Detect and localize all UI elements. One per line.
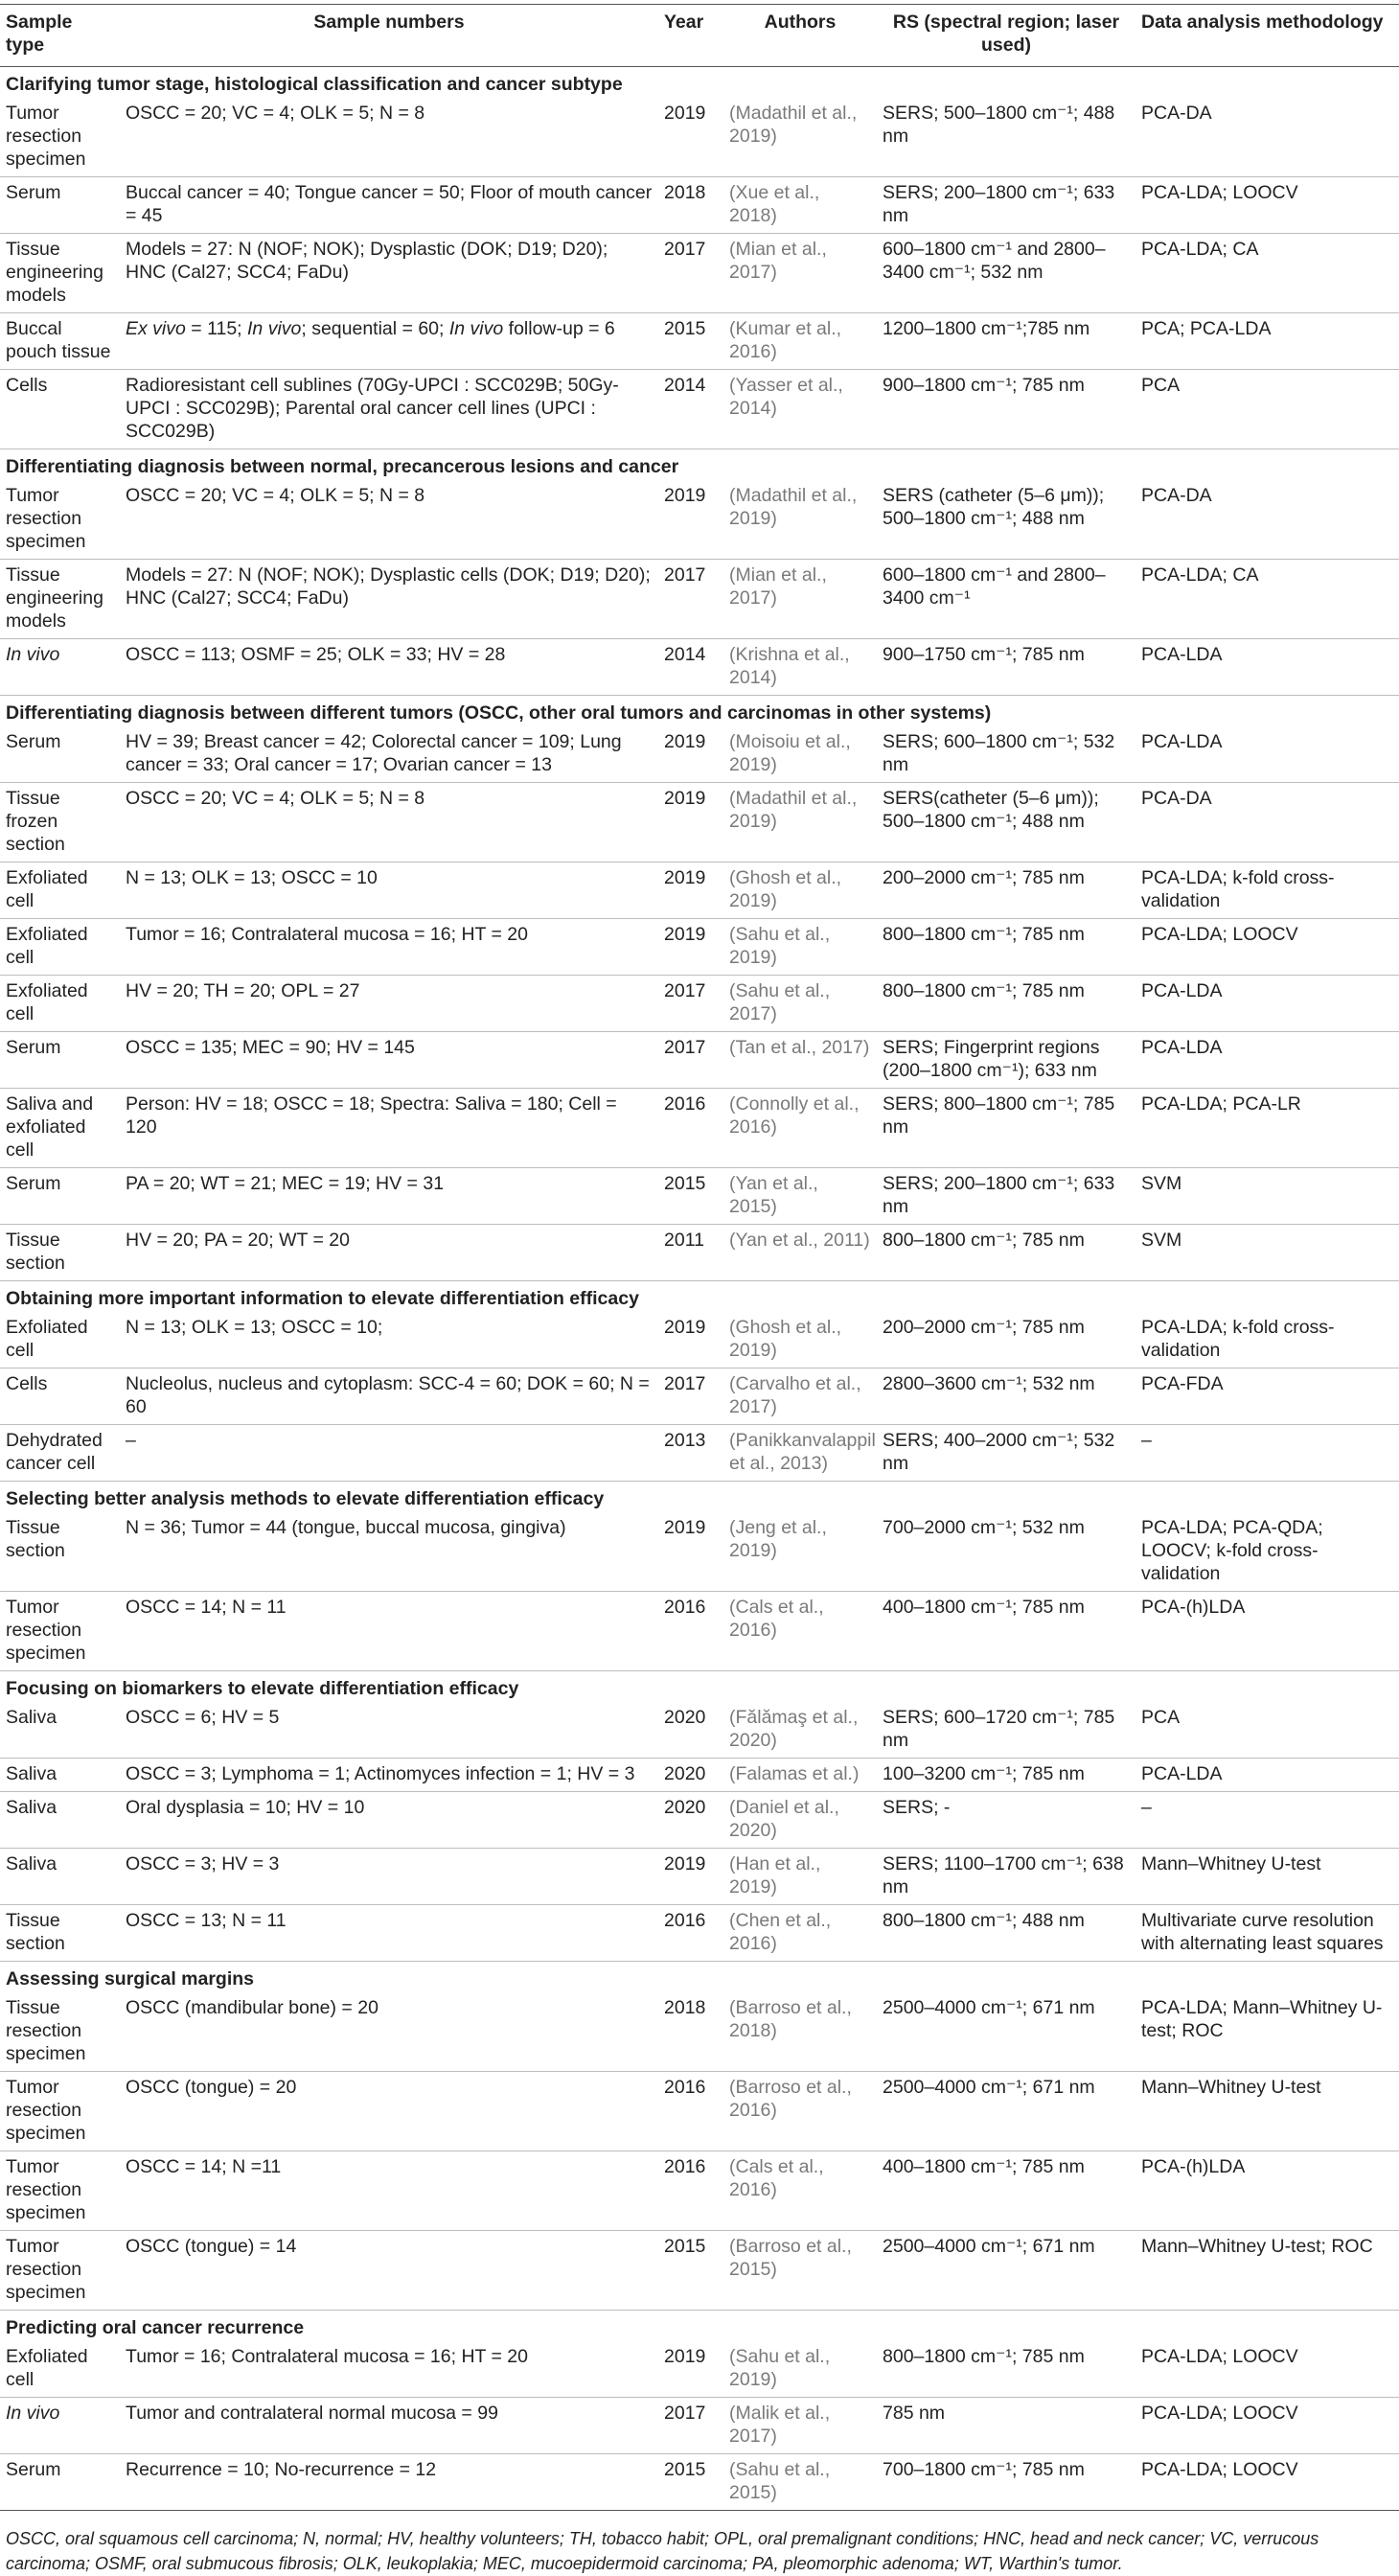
cell-rs: SERS; 200–1800 cm⁻¹; 633 nm bbox=[877, 1168, 1135, 1225]
cell-authors: (Yan et al., 2011) bbox=[723, 1225, 877, 1281]
cell-year: 2020 bbox=[658, 1702, 723, 1759]
cell-methodology: Mann–Whitney U-test bbox=[1135, 2072, 1399, 2151]
cell-methodology: PCA-FDA bbox=[1135, 1368, 1399, 1425]
cell-year: 2017 bbox=[658, 976, 723, 1032]
cell-sample-numbers: OSCC = 14; N = 11 bbox=[120, 1592, 658, 1671]
cell-sample-type: Buccal pouch tissue bbox=[0, 313, 120, 370]
cell-authors: (Barroso et al., 2016) bbox=[723, 2072, 877, 2151]
cell-sample-type: In vivo bbox=[0, 2398, 120, 2454]
cell-sample-numbers: Tumor = 16; Contralateral mucosa = 16; HT = 20 bbox=[120, 919, 658, 976]
cell-sample-numbers: Models = 27: N (NOF; NOK); Dysplastic (DOK; D19; D20); HNC (Cal27; SCC4; FaDu) bbox=[120, 234, 658, 313]
cell-year: 2016 bbox=[658, 1905, 723, 1962]
cell-year: 2015 bbox=[658, 313, 723, 370]
cell-rs: 600–1800 cm⁻¹ and 2800–3400 cm⁻¹ bbox=[877, 560, 1135, 639]
cell-sample-type: Tissue section bbox=[0, 1512, 120, 1592]
header-sample-numbers: Sample numbers bbox=[120, 5, 658, 67]
section-title: Focusing on biomarkers to elevate differentiation efficacy bbox=[6, 1678, 519, 1699]
table-row bbox=[0, 1312, 1399, 1368]
cell-sample-type: Saliva bbox=[0, 1849, 120, 1905]
cell-sample-numbers: OSCC = 6; HV = 5 bbox=[120, 1702, 658, 1759]
cell-methodology: PCA; PCA-LDA bbox=[1135, 313, 1399, 370]
cell-sample-type: Tumor resection specimen bbox=[0, 1592, 120, 1671]
table-row bbox=[0, 1512, 1399, 1592]
cell-methodology: PCA-LDA; PCA-QDA; LOOCV; k-fold cross-validation bbox=[1135, 1512, 1399, 1592]
cell-authors: (Madathil et al., 2019) bbox=[723, 783, 877, 862]
cell-sample-numbers: Radioresistant cell sublines (70Gy-UPCI : SCC029B; 50Gy-UPCI : SCC029B); Parental oral cancer cell lines (UPCI : SCC029B) bbox=[120, 370, 658, 449]
cell-sample-numbers: OSCC = 20; VC = 4; OLK = 5; N = 8 bbox=[120, 98, 658, 177]
cell-authors: (Xue et al., 2018) bbox=[723, 177, 877, 234]
cell-authors: (Malik et al., 2017) bbox=[723, 2398, 877, 2454]
section-title: Differentiating diagnosis between different tumors (OSCC, other oral tumors and carcinomas in other systems) bbox=[6, 702, 992, 724]
cell-authors: (Cals et al., 2016) bbox=[723, 2151, 877, 2231]
cell-sample-numbers: OSCC = 20; VC = 4; OLK = 5; N = 8 bbox=[120, 783, 658, 862]
cell-methodology: PCA-LDA; LOOCV bbox=[1135, 177, 1399, 234]
cell-methodology: PCA-LDA; CA bbox=[1135, 560, 1399, 639]
cell-rs: SERS; 800–1800 cm⁻¹; 785 nm bbox=[877, 1089, 1135, 1168]
cell-sample-type: Exfoliated cell bbox=[0, 862, 120, 919]
table-row bbox=[0, 313, 1399, 370]
cell-rs: SERS; Fingerprint regions (200–1800 cm⁻¹); 633 nm bbox=[877, 1032, 1135, 1089]
cell-year: 2015 bbox=[658, 2454, 723, 2511]
cell-rs: 600–1800 cm⁻¹ and 2800–3400 cm⁻¹; 532 nm bbox=[877, 234, 1135, 313]
section-row bbox=[0, 449, 1399, 481]
cell-rs: SERS; 200–1800 cm⁻¹; 633 nm bbox=[877, 177, 1135, 234]
cell-authors: (Fălămaş et al., 2020) bbox=[723, 1702, 877, 1759]
table-row bbox=[0, 1702, 1399, 1759]
cell-sample-numbers: HV = 39; Breast cancer = 42; Colorectal cancer = 109; Lung cancer = 33; Oral cancer = 17; Ovarian cancer = 13 bbox=[120, 726, 658, 783]
table-row bbox=[0, 1759, 1399, 1792]
table-row bbox=[0, 1425, 1399, 1482]
header-year: Year bbox=[658, 5, 723, 67]
cell-methodology: Multivariate curve resolution with alternating least squares bbox=[1135, 1905, 1399, 1962]
table-row bbox=[0, 976, 1399, 1032]
table-row bbox=[0, 1032, 1399, 1089]
cell-authors: (Panikkanvalappil et al., 2013) bbox=[723, 1425, 877, 1482]
cell-sample-type: Tumor resection specimen bbox=[0, 2072, 120, 2151]
cell-sample-type: Tumor resection specimen bbox=[0, 480, 120, 560]
cell-sample-type: Exfoliated cell bbox=[0, 2341, 120, 2398]
cell-year: 2016 bbox=[658, 1592, 723, 1671]
cell-sample-numbers: Recurrence = 10; No-recurrence = 12 bbox=[120, 2454, 658, 2511]
table-row bbox=[0, 862, 1399, 919]
table-row bbox=[0, 98, 1399, 177]
cell-year: 2016 bbox=[658, 1089, 723, 1168]
cell-sample-type: Tissue engineering models bbox=[0, 234, 120, 313]
cell-sample-numbers: OSCC (tongue) = 20 bbox=[120, 2072, 658, 2151]
cell-methodology: PCA-LDA bbox=[1135, 726, 1399, 783]
cell-sample-type: In vivo bbox=[0, 639, 120, 696]
cell-methodology: PCA-DA bbox=[1135, 98, 1399, 177]
cell-rs: 2800–3600 cm⁻¹; 532 nm bbox=[877, 1368, 1135, 1425]
table-row bbox=[0, 2231, 1399, 2311]
table-row bbox=[0, 234, 1399, 313]
cell-sample-numbers: Nucleolus, nucleus and cytoplasm: SCC-4 = 60; DOK = 60; N = 60 bbox=[120, 1368, 658, 1425]
cell-rs: 800–1800 cm⁻¹; 488 nm bbox=[877, 1905, 1135, 1962]
section-row bbox=[0, 1671, 1399, 1703]
cell-sample-type: Exfoliated cell bbox=[0, 1312, 120, 1368]
cell-authors: (Mian et al., 2017) bbox=[723, 234, 877, 313]
table-row bbox=[0, 2454, 1399, 2511]
cell-sample-numbers: – bbox=[120, 1425, 658, 1482]
cell-sample-numbers: Tumor = 16; Contralateral mucosa = 16; HT = 20 bbox=[120, 2341, 658, 2398]
cell-sample-numbers: OSCC (mandibular bone) = 20 bbox=[120, 1992, 658, 2072]
cell-rs: 900–1750 cm⁻¹; 785 nm bbox=[877, 639, 1135, 696]
cell-sample-type: Exfoliated cell bbox=[0, 976, 120, 1032]
cell-methodology: PCA-LDA; CA bbox=[1135, 234, 1399, 313]
cell-year: 2020 bbox=[658, 1792, 723, 1849]
cell-methodology: SVM bbox=[1135, 1168, 1399, 1225]
cell-rs: 1200–1800 cm⁻¹;785 nm bbox=[877, 313, 1135, 370]
cell-sample-numbers: Tumor and contralateral normal mucosa = 99 bbox=[120, 2398, 658, 2454]
section-title: Differentiating diagnosis between normal, precancerous lesions and cancer bbox=[6, 456, 679, 477]
table-row bbox=[0, 2072, 1399, 2151]
cell-sample-type: Serum bbox=[0, 177, 120, 234]
section-title: Assessing surgical margins bbox=[6, 1968, 255, 1990]
cell-sample-type: Saliva bbox=[0, 1792, 120, 1849]
header-rs: RS (spectral region; laser used) bbox=[877, 5, 1135, 67]
table-row bbox=[0, 1225, 1399, 1281]
cell-sample-numbers: OSCC = 14; N =11 bbox=[120, 2151, 658, 2231]
cell-year: 2020 bbox=[658, 1759, 723, 1792]
cell-methodology: PCA bbox=[1135, 370, 1399, 449]
cell-sample-type: Dehydrated cancer cell bbox=[0, 1425, 120, 1482]
cell-rs: 400–1800 cm⁻¹; 785 nm bbox=[877, 2151, 1135, 2231]
cell-authors: (Mian et al., 2017) bbox=[723, 560, 877, 639]
header-sample-type: Sample type bbox=[0, 5, 120, 67]
cell-year: 2019 bbox=[658, 783, 723, 862]
cell-methodology: SVM bbox=[1135, 1225, 1399, 1281]
cell-sample-type: Tissue section bbox=[0, 1905, 120, 1962]
table-row bbox=[0, 639, 1399, 696]
cell-rs: 700–2000 cm⁻¹; 532 nm bbox=[877, 1512, 1135, 1592]
table-footnote: OSCC, oral squamous cell carcinoma; N, normal; HV, healthy volunteers; TH, tobacco habit; OPL, oral premalignant conditions; HNC, head and neck cancer; VC, verrucous carcinoma; OSMF, oral submucous fibrosis; OLK, leukoplakia; MEC, mucoepidermoid carcinoma; PA, pleomorphic adenoma; WT, Warthin's tumor. bbox=[6, 2529, 1319, 2573]
cell-sample-numbers: OSCC = 20; VC = 4; OLK = 5; N = 8 bbox=[120, 480, 658, 560]
cell-sample-type: Tissue section bbox=[0, 1225, 120, 1281]
cell-sample-type: Tissue frozen section bbox=[0, 783, 120, 862]
table-row bbox=[0, 560, 1399, 639]
cell-rs: SERS (catheter (5–6 μm)); 500–1800 cm⁻¹; 488 nm bbox=[877, 480, 1135, 560]
cell-sample-numbers: HV = 20; PA = 20; WT = 20 bbox=[120, 1225, 658, 1281]
table-row bbox=[0, 783, 1399, 862]
cell-rs: 200–2000 cm⁻¹; 785 nm bbox=[877, 862, 1135, 919]
cell-year: 2018 bbox=[658, 1992, 723, 2072]
cell-sample-type: Saliva bbox=[0, 1759, 120, 1792]
cell-authors: (Jeng et al., 2019) bbox=[723, 1512, 877, 1592]
cell-year: 2017 bbox=[658, 234, 723, 313]
header-row bbox=[0, 5, 1399, 67]
table-row bbox=[0, 1849, 1399, 1905]
cell-methodology: PCA-LDA; LOOCV bbox=[1135, 919, 1399, 976]
cell-rs: 785 nm bbox=[877, 2398, 1135, 2454]
cell-sample-type: Serum bbox=[0, 1168, 120, 1225]
cell-sample-type: Serum bbox=[0, 726, 120, 783]
cell-rs: 200–2000 cm⁻¹; 785 nm bbox=[877, 1312, 1135, 1368]
cell-authors: (Cals et al., 2016) bbox=[723, 1592, 877, 1671]
table-body bbox=[0, 67, 1399, 2511]
cell-authors: (Yan et al., 2015) bbox=[723, 1168, 877, 1225]
cell-sample-type: Cells bbox=[0, 370, 120, 449]
cell-sample-numbers: N = 36; Tumor = 44 (tongue, buccal mucosa, gingiva) bbox=[120, 1512, 658, 1592]
section-row bbox=[0, 2311, 1399, 2342]
cell-year: 2018 bbox=[658, 177, 723, 234]
cell-rs: 800–1800 cm⁻¹; 785 nm bbox=[877, 1225, 1135, 1281]
cell-year: 2016 bbox=[658, 2151, 723, 2231]
cell-authors: (Yasser et al., 2014) bbox=[723, 370, 877, 449]
table-row bbox=[0, 2341, 1399, 2398]
cell-authors: (Carvalho et al., 2017) bbox=[723, 1368, 877, 1425]
cell-year: 2017 bbox=[658, 560, 723, 639]
section-title: Obtaining more important information to elevate differentiation efficacy bbox=[6, 1288, 639, 1309]
cell-authors: (Han et al., 2019) bbox=[723, 1849, 877, 1905]
cell-methodology: PCA-DA bbox=[1135, 480, 1399, 560]
cell-methodology: PCA-LDA; Mann–Whitney U-test; ROC bbox=[1135, 1992, 1399, 2072]
cell-methodology: PCA-LDA; k-fold cross-validation bbox=[1135, 1312, 1399, 1368]
cell-authors: (Barroso et al., 2015) bbox=[723, 2231, 877, 2311]
cell-year: 2019 bbox=[658, 1512, 723, 1592]
table-row bbox=[0, 726, 1399, 783]
cell-year: 2019 bbox=[658, 726, 723, 783]
cell-authors: (Kumar et al., 2016) bbox=[723, 313, 877, 370]
cell-year: 2015 bbox=[658, 1168, 723, 1225]
raman-studies-table bbox=[0, 4, 1399, 2511]
cell-authors: (Moisoiu et al., 2019) bbox=[723, 726, 877, 783]
cell-rs: 2500–4000 cm⁻¹; 671 nm bbox=[877, 2231, 1135, 2311]
cell-authors: (Krishna et al., 2014) bbox=[723, 639, 877, 696]
cell-sample-numbers: Oral dysplasia = 10; HV = 10 bbox=[120, 1792, 658, 1849]
cell-methodology: PCA-(h)LDA bbox=[1135, 1592, 1399, 1671]
cell-sample-type: Tumor resection specimen bbox=[0, 2231, 120, 2311]
table-row bbox=[0, 480, 1399, 560]
cell-authors: (Chen et al., 2016) bbox=[723, 1905, 877, 1962]
table-row bbox=[0, 2151, 1399, 2231]
section-title: Predicting oral cancer recurrence bbox=[6, 2317, 305, 2338]
cell-sample-numbers: OSCC = 3; HV = 3 bbox=[120, 1849, 658, 1905]
cell-sample-numbers: Buccal cancer = 40; Tongue cancer = 50; Floor of mouth cancer = 45 bbox=[120, 177, 658, 234]
cell-sample-numbers: OSCC = 3; Lymphoma = 1; Actinomyces infection = 1; HV = 3 bbox=[120, 1759, 658, 1792]
cell-methodology: PCA-LDA bbox=[1135, 976, 1399, 1032]
cell-sample-numbers: PA = 20; WT = 21; MEC = 19; HV = 31 bbox=[120, 1168, 658, 1225]
table-row bbox=[0, 370, 1399, 449]
cell-sample-type: Cells bbox=[0, 1368, 120, 1425]
cell-authors: (Sahu et al., 2019) bbox=[723, 2341, 877, 2398]
cell-rs: SERS; 600–1800 cm⁻¹; 532 nm bbox=[877, 726, 1135, 783]
cell-methodology: PCA-LDA bbox=[1135, 1032, 1399, 1089]
cell-authors: (Connolly et al., 2016) bbox=[723, 1089, 877, 1168]
cell-year: 2014 bbox=[658, 370, 723, 449]
cell-rs: SERS; 1100–1700 cm⁻¹; 638 nm bbox=[877, 1849, 1135, 1905]
cell-methodology: PCA-LDA; k-fold cross-validation bbox=[1135, 862, 1399, 919]
header-authors: Authors bbox=[723, 5, 877, 67]
cell-sample-numbers: OSCC = 135; MEC = 90; HV = 145 bbox=[120, 1032, 658, 1089]
cell-methodology: Mann–Whitney U-test; ROC bbox=[1135, 2231, 1399, 2311]
table-row bbox=[0, 1089, 1399, 1168]
cell-year: 2019 bbox=[658, 98, 723, 177]
cell-rs: 2500–4000 cm⁻¹; 671 nm bbox=[877, 1992, 1135, 2072]
cell-sample-type: Tissue engineering models bbox=[0, 560, 120, 639]
cell-year: 2019 bbox=[658, 1849, 723, 1905]
cell-rs: 800–1800 cm⁻¹; 785 nm bbox=[877, 919, 1135, 976]
cell-rs: SERS; 500–1800 cm⁻¹; 488 nm bbox=[877, 98, 1135, 177]
section-title: Clarifying tumor stage, histological classification and cancer subtype bbox=[6, 74, 623, 95]
cell-rs: SERS; - bbox=[877, 1792, 1135, 1849]
cell-methodology: PCA bbox=[1135, 1702, 1399, 1759]
cell-sample-type: Exfoliated cell bbox=[0, 919, 120, 976]
cell-sample-type: Tumor resection specimen bbox=[0, 98, 120, 177]
cell-rs: SERS(catheter (5–6 μm)); 500–1800 cm⁻¹; 488 nm bbox=[877, 783, 1135, 862]
cell-methodology: PCA-LDA; LOOCV bbox=[1135, 2341, 1399, 2398]
table-row bbox=[0, 1168, 1399, 1225]
cell-methodology: PCA-DA bbox=[1135, 783, 1399, 862]
cell-authors: (Daniel et al., 2020) bbox=[723, 1792, 877, 1849]
cell-sample-type: Tissue resection specimen bbox=[0, 1992, 120, 2072]
cell-sample-type: Saliva and exfoliated cell bbox=[0, 1089, 120, 1168]
cell-methodology: PCA-LDA; LOOCV bbox=[1135, 2398, 1399, 2454]
cell-sample-type: Serum bbox=[0, 1032, 120, 1089]
cell-rs: 2500–4000 cm⁻¹; 671 nm bbox=[877, 2072, 1135, 2151]
cell-methodology: PCA-LDA bbox=[1135, 1759, 1399, 1792]
cell-sample-numbers: N = 13; OLK = 13; OSCC = 10; bbox=[120, 1312, 658, 1368]
cell-sample-numbers: HV = 20; TH = 20; OPL = 27 bbox=[120, 976, 658, 1032]
cell-sample-type: Saliva bbox=[0, 1702, 120, 1759]
table-row bbox=[0, 1792, 1399, 1849]
cell-sample-type: Tumor resection specimen bbox=[0, 2151, 120, 2231]
section-row bbox=[0, 1962, 1399, 1993]
cell-sample-type: Serum bbox=[0, 2454, 120, 2511]
cell-authors: (Madathil et al., 2019) bbox=[723, 480, 877, 560]
cell-rs: 800–1800 cm⁻¹; 785 nm bbox=[877, 2341, 1135, 2398]
cell-year: 2019 bbox=[658, 2341, 723, 2398]
cell-methodology: – bbox=[1135, 1792, 1399, 1849]
cell-sample-numbers: N = 13; OLK = 13; OSCC = 10 bbox=[120, 862, 658, 919]
table-row bbox=[0, 177, 1399, 234]
cell-sample-numbers: OSCC (tongue) = 14 bbox=[120, 2231, 658, 2311]
cell-authors: (Sahu et al., 2015) bbox=[723, 2454, 877, 2511]
section-row bbox=[0, 67, 1399, 99]
cell-year: 2019 bbox=[658, 862, 723, 919]
header-methodology: Data analysis methodology bbox=[1135, 5, 1399, 67]
cell-year: 2013 bbox=[658, 1425, 723, 1482]
cell-sample-numbers: OSCC = 13; N = 11 bbox=[120, 1905, 658, 1962]
cell-authors: (Sahu et al., 2019) bbox=[723, 919, 877, 976]
cell-year: 2015 bbox=[658, 2231, 723, 2311]
section-row bbox=[0, 696, 1399, 727]
table-row bbox=[0, 1992, 1399, 2072]
cell-authors: (Falamas et al.) bbox=[723, 1759, 877, 1792]
cell-methodology: PCA-LDA bbox=[1135, 639, 1399, 696]
cell-authors: (Barroso et al., 2018) bbox=[723, 1992, 877, 2072]
cell-year: 2017 bbox=[658, 2398, 723, 2454]
cell-sample-numbers: Models = 27: N (NOF; NOK); Dysplastic cells (DOK; D19; D20); HNC (Cal27; SCC4; FaDu) bbox=[120, 560, 658, 639]
table-row bbox=[0, 919, 1399, 976]
cell-year: 2016 bbox=[658, 2072, 723, 2151]
cell-sample-numbers: Ex vivo = 115; In vivo; sequential = 60; In vivo follow-up = 6 bbox=[120, 313, 658, 370]
cell-year: 2011 bbox=[658, 1225, 723, 1281]
cell-year: 2017 bbox=[658, 1032, 723, 1089]
cell-year: 2014 bbox=[658, 639, 723, 696]
cell-rs: 100–3200 cm⁻¹; 785 nm bbox=[877, 1759, 1135, 1792]
cell-authors: (Ghosh et al., 2019) bbox=[723, 1312, 877, 1368]
cell-year: 2019 bbox=[658, 480, 723, 560]
section-title: Selecting better analysis methods to elevate differentiation efficacy bbox=[6, 1488, 605, 1509]
cell-methodology: PCA-LDA; PCA-LR bbox=[1135, 1089, 1399, 1168]
cell-year: 2019 bbox=[658, 1312, 723, 1368]
table-row bbox=[0, 1368, 1399, 1425]
section-row bbox=[0, 1482, 1399, 1513]
cell-methodology: Mann–Whitney U-test bbox=[1135, 1849, 1399, 1905]
cell-rs: SERS; 400–2000 cm⁻¹; 532 nm bbox=[877, 1425, 1135, 1482]
table-row bbox=[0, 1905, 1399, 1962]
cell-methodology: PCA-(h)LDA bbox=[1135, 2151, 1399, 2231]
cell-year: 2019 bbox=[658, 919, 723, 976]
cell-rs: 400–1800 cm⁻¹; 785 nm bbox=[877, 1592, 1135, 1671]
section-row bbox=[0, 1281, 1399, 1313]
cell-sample-numbers: Person: HV = 18; OSCC = 18; Spectra: Saliva = 180; Cell = 120 bbox=[120, 1089, 658, 1168]
cell-methodology: PCA-LDA; LOOCV bbox=[1135, 2454, 1399, 2511]
cell-rs: 700–1800 cm⁻¹; 785 nm bbox=[877, 2454, 1135, 2511]
cell-rs: 900–1800 cm⁻¹; 785 nm bbox=[877, 370, 1135, 449]
cell-authors: (Ghosh et al., 2019) bbox=[723, 862, 877, 919]
cell-authors: (Tan et al., 2017) bbox=[723, 1032, 877, 1089]
cell-rs: 800–1800 cm⁻¹; 785 nm bbox=[877, 976, 1135, 1032]
table-row bbox=[0, 2398, 1399, 2454]
cell-year: 2017 bbox=[658, 1368, 723, 1425]
cell-authors: (Madathil et al., 2019) bbox=[723, 98, 877, 177]
cell-methodology: – bbox=[1135, 1425, 1399, 1482]
cell-rs: SERS; 600–1720 cm⁻¹; 785 nm bbox=[877, 1702, 1135, 1759]
cell-sample-numbers: OSCC = 113; OSMF = 25; OLK = 33; HV = 28 bbox=[120, 639, 658, 696]
cell-authors: (Sahu et al., 2017) bbox=[723, 976, 877, 1032]
table-header bbox=[0, 5, 1399, 67]
table-row bbox=[0, 1592, 1399, 1671]
